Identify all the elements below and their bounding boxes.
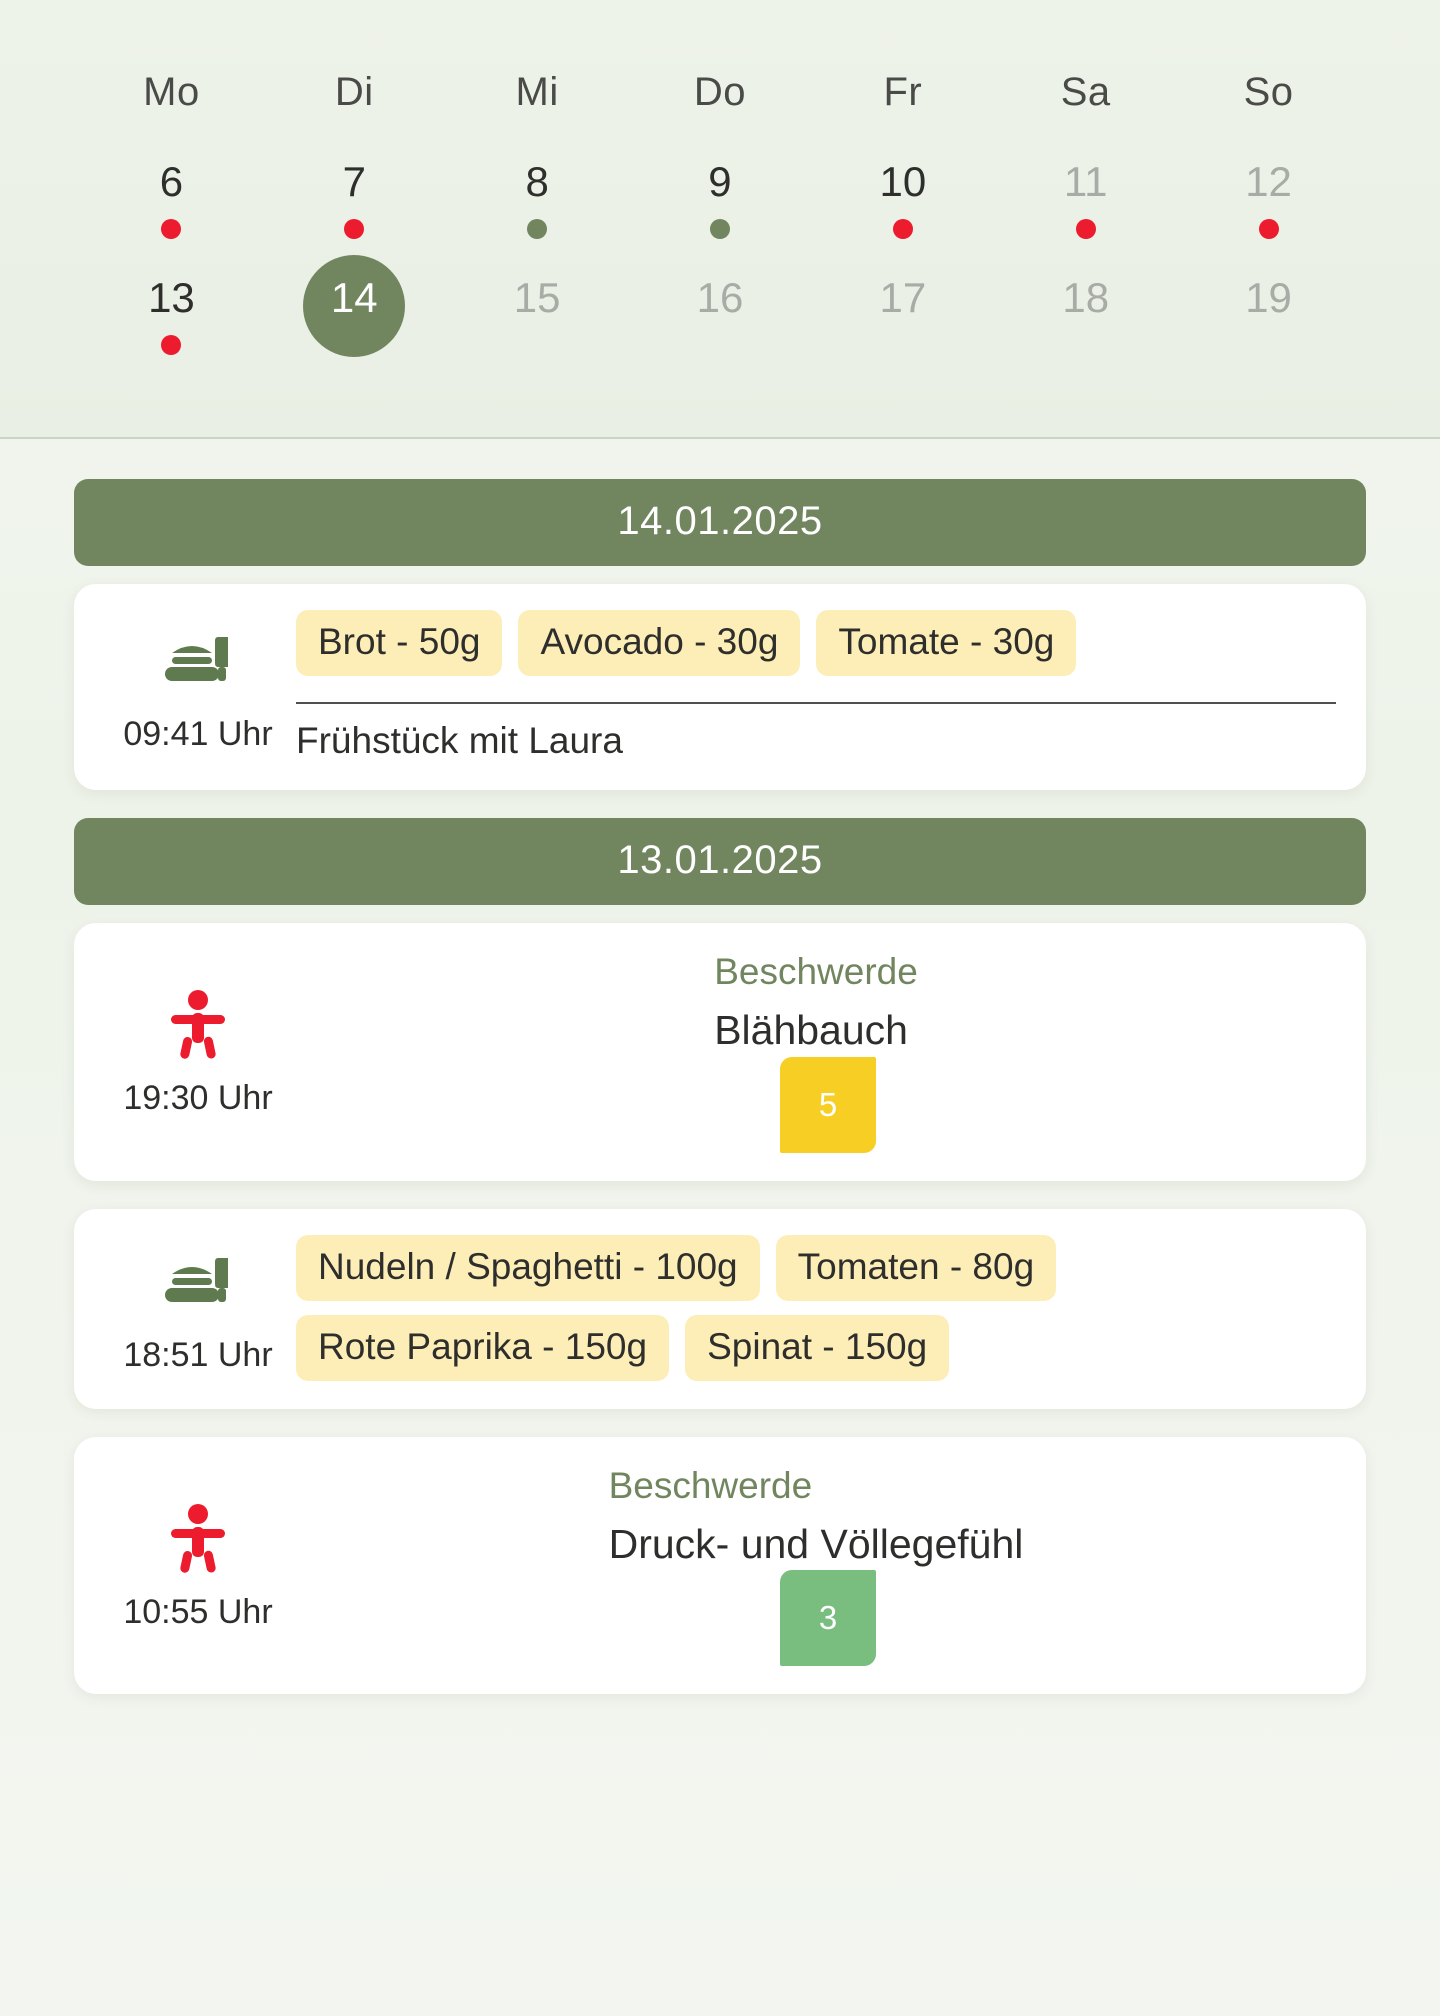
symptom-name: Druck- und Völlegefühl	[608, 1520, 1024, 1567]
meal-icon	[164, 623, 232, 697]
calendar-day-number: 11	[1063, 158, 1108, 205]
calendar-day-number: 9	[708, 158, 732, 205]
ingredient-chip[interactable]: Spinat - 150g	[685, 1315, 949, 1381]
date-header: 14.01.2025	[74, 479, 1366, 566]
calendar-day-marker-red	[1076, 219, 1096, 239]
symptom-text-block	[714, 949, 918, 1057]
calendar-day-number: 6	[159, 158, 184, 205]
entry-timeline	[0, 439, 1440, 1782]
calendar-weekday-mo: Mo	[143, 70, 200, 114]
calendar-day-8[interactable]	[482, 153, 592, 269]
symptom-entry-card[interactable]	[74, 1437, 1366, 1695]
ingredient-chip-list	[296, 610, 1336, 676]
entry-content	[296, 1463, 1336, 1667]
entry-time: 09:41 Uhr	[123, 714, 273, 753]
entry-note: Frühstück mit Laura	[296, 720, 623, 761]
calendar-day-marker-none	[893, 335, 913, 355]
calendar-day-number: 14	[330, 274, 378, 321]
ingredient-chip-list	[296, 1235, 1336, 1381]
calendar-day-17[interactable]	[848, 269, 958, 385]
calendar-day-number: 17	[879, 274, 927, 321]
calendar-day-marker-red	[161, 335, 181, 355]
calendar-day-marker-red	[161, 219, 181, 239]
ingredient-chip[interactable]: Rote Paprika - 150g	[296, 1315, 669, 1381]
ingredient-chip[interactable]: Avocado - 30g	[518, 610, 800, 676]
calendar-day-number: 16	[696, 274, 744, 321]
calendar-day-14[interactable]	[299, 269, 409, 385]
calendar-day-10[interactable]	[848, 153, 958, 269]
ingredient-chip[interactable]: Tomaten - 80g	[776, 1235, 1057, 1301]
calendar-day-11[interactable]	[1031, 153, 1141, 269]
calendar-day-marker-red	[1259, 219, 1279, 239]
calendar-day-13[interactable]	[116, 269, 226, 385]
calendar-day-19[interactable]	[1214, 269, 1324, 385]
entry-time: 10:55 Uhr	[123, 1592, 273, 1631]
calendar-day-number: 19	[1245, 274, 1292, 321]
date-header: 13.01.2025	[74, 818, 1366, 905]
meal-icon-svg	[164, 1250, 232, 1312]
ingredient-chip[interactable]: Brot - 50g	[296, 610, 502, 676]
calendar-day-number: 18	[1062, 274, 1110, 321]
calendar-day-marker-green	[527, 219, 547, 239]
calendar-day-6[interactable]	[116, 153, 226, 269]
calendar-weekday-so: So	[1243, 70, 1294, 114]
symptom-label: Beschwerde	[714, 951, 918, 992]
calendar-weekday-sa: Sa	[1060, 70, 1111, 114]
calendar-day-number: 15	[513, 274, 561, 321]
calendar-day-number: 7	[342, 158, 366, 205]
calendar-weekday-row	[80, 70, 1360, 153]
calendar-weekday-mi: Mi	[515, 70, 559, 114]
meal-entry-card[interactable]	[74, 1209, 1366, 1409]
calendar-day-marker-green	[710, 219, 730, 239]
entry-meta	[100, 610, 296, 762]
calendar-day-12[interactable]	[1214, 153, 1324, 269]
person-symptom-icon	[171, 987, 225, 1061]
entry-time: 19:30 Uhr	[123, 1079, 273, 1118]
calendar-day-marker-none	[527, 335, 547, 355]
calendar-day-grid[interactable]	[80, 153, 1360, 385]
meal-icon-svg	[164, 629, 232, 691]
severity-badge: 5	[780, 1057, 876, 1153]
person-symptom-icon-svg	[171, 1503, 225, 1573]
calendar-strip	[0, 0, 1440, 439]
symptom-entry-card[interactable]	[74, 923, 1366, 1181]
calendar-day-number: 10	[879, 158, 927, 205]
entry-meta	[100, 1235, 296, 1381]
symptom-name: Blähbauch	[714, 1007, 908, 1054]
entry-content	[296, 610, 1336, 762]
symptom-label: Beschwerde	[608, 1464, 813, 1506]
entry-content	[296, 949, 1336, 1153]
meal-entry-card[interactable]	[74, 584, 1366, 790]
person-symptom-icon-svg	[171, 989, 225, 1059]
calendar-weekday-di: Di	[334, 70, 374, 114]
calendar-day-number: 12	[1245, 158, 1292, 205]
calendar-day-18[interactable]	[1031, 269, 1141, 385]
calendar-weekday-fr: Fr	[883, 70, 923, 114]
calendar-day-number: 13	[148, 274, 195, 321]
calendar-day-9[interactable]	[665, 153, 775, 269]
symptom-text-block	[609, 1463, 1024, 1571]
calendar-day-marker-none	[710, 335, 730, 355]
calendar-day-marker-red	[893, 219, 913, 239]
meal-icon	[164, 1244, 232, 1318]
calendar-day-marker-red	[344, 219, 364, 239]
calendar-day-marker-none	[1076, 335, 1096, 355]
calendar-weekday-do: Do	[693, 70, 747, 114]
entry-meta	[100, 1463, 296, 1667]
entry-meta	[100, 949, 296, 1153]
severity-badge: 3	[780, 1570, 876, 1666]
person-symptom-icon	[171, 1501, 225, 1575]
calendar-day-16[interactable]	[665, 269, 775, 385]
calendar-day-15[interactable]	[482, 269, 592, 385]
entry-content	[296, 1235, 1336, 1381]
ingredient-chip[interactable]: Nudeln / Spaghetti - 100g	[296, 1235, 760, 1301]
entry-time: 18:51 Uhr	[123, 1336, 273, 1374]
ingredient-chip[interactable]: Tomate - 30g	[816, 610, 1076, 676]
calendar-day-marker-none	[1259, 335, 1279, 355]
calendar-day-number: 8	[525, 158, 549, 205]
calendar-day-7[interactable]	[299, 153, 409, 269]
